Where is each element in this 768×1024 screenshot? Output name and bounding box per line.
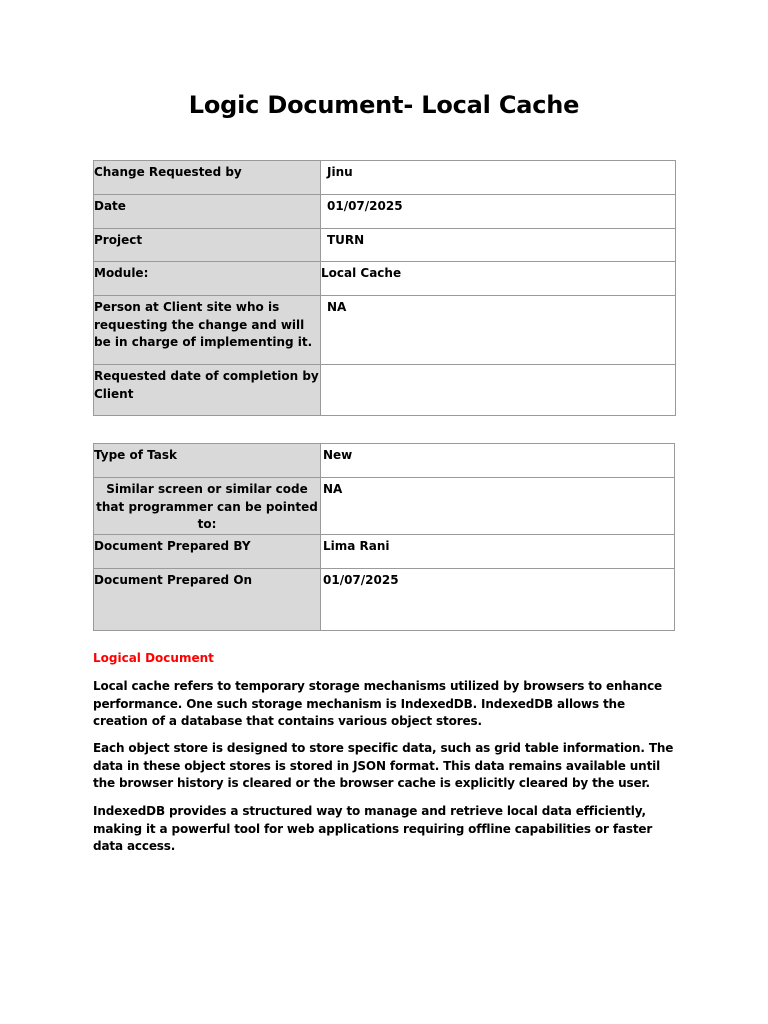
row-label-project: Project bbox=[94, 229, 321, 262]
logical-document-heading: Logical Document bbox=[93, 651, 214, 665]
row-value-date: 01/07/2025 bbox=[321, 195, 676, 229]
row-label-prepared-by: Document Prepared BY bbox=[94, 534, 321, 568]
row-label-date: Date bbox=[94, 195, 321, 229]
table-row bbox=[94, 444, 675, 478]
row-label-change-requested-by: Change Requested by bbox=[94, 161, 321, 195]
table-row bbox=[94, 478, 675, 535]
row-value-requested-completion-date bbox=[321, 365, 676, 416]
table-row bbox=[94, 262, 676, 296]
row-value-prepared-on: 01/07/2025 bbox=[321, 568, 675, 630]
table-row bbox=[94, 296, 676, 365]
change-request-table bbox=[93, 160, 676, 416]
task-details-table bbox=[93, 443, 675, 631]
row-label-module: Module: bbox=[94, 262, 321, 296]
row-label-requested-completion-date: Requested date of completion by Client bbox=[94, 365, 321, 416]
table-row bbox=[94, 229, 676, 262]
row-value-similar-screen: NA bbox=[321, 478, 675, 535]
logical-document-paragraph: Each object store is designed to store specific data, such as grid table information. The data in these object stores is stored in JSON format. This data remains available until the browser history is cleared or the browser cache is explicitly cleared by the user. bbox=[93, 741, 674, 791]
row-value-client-person: NA bbox=[321, 296, 676, 365]
row-value-prepared-by: Lima Rani bbox=[321, 534, 675, 568]
row-label-prepared-on: Document Prepared On bbox=[94, 568, 321, 630]
logical-document-paragraph: IndexedDB provides a structured way to manage and retrieve local data efficiently, making it a powerful tool for web applications requiring offline capabilities or faster data access. bbox=[93, 804, 653, 854]
row-label-type-of-task: Type of Task bbox=[94, 444, 321, 478]
row-label-client-person: Person at Client site who is requesting the change and will be in charge of implementing it. bbox=[94, 296, 321, 365]
table-row bbox=[94, 534, 675, 568]
table-row bbox=[94, 195, 676, 229]
row-value-project: TURN bbox=[321, 229, 676, 262]
row-value-type-of-task: New bbox=[321, 444, 675, 478]
table-row bbox=[94, 365, 676, 416]
table-row bbox=[94, 161, 676, 195]
table-row bbox=[94, 568, 675, 630]
page-title: Logic Document- Local Cache bbox=[188, 91, 580, 119]
row-value-change-requested-by: Jinu bbox=[321, 161, 676, 195]
logical-document-paragraph: Local cache refers to temporary storage mechanisms utilized by browsers to enhance performance. One such storage mechanism is IndexedDB. IndexedDB allows the creation of a database that contains various object stores. bbox=[93, 679, 663, 729]
row-label-similar-screen: Similar screen or similar code that programmer can be pointed to: bbox=[94, 478, 321, 535]
row-value-module: Local Cache bbox=[321, 262, 676, 296]
